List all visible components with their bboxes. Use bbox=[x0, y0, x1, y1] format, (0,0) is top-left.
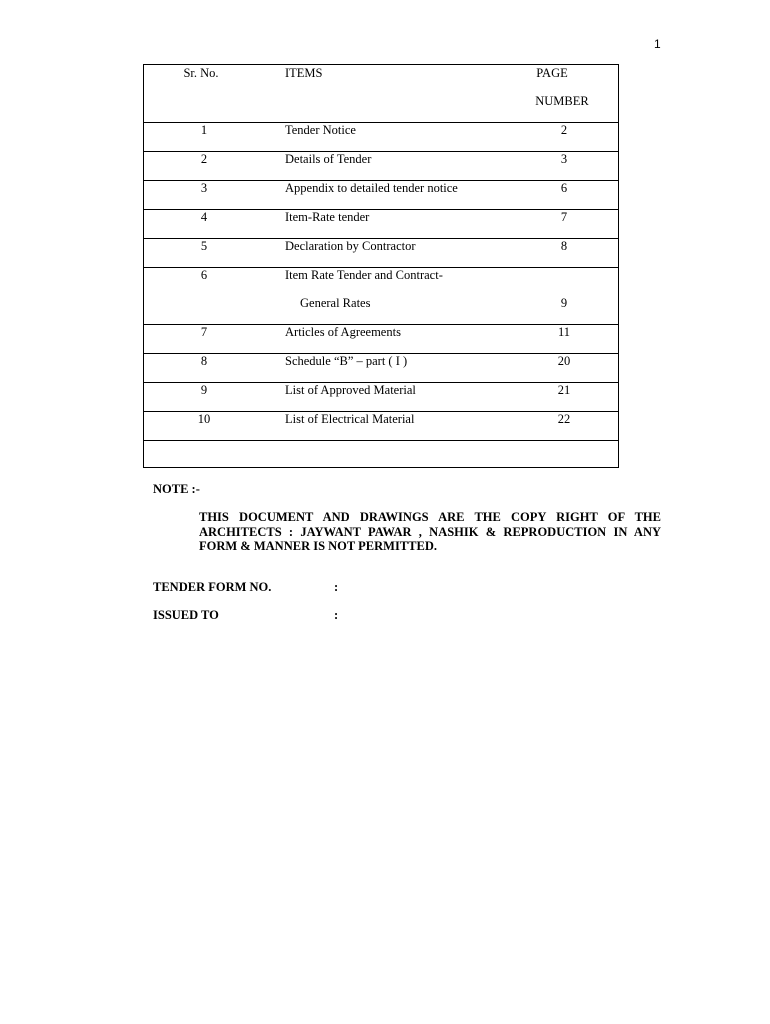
header-number: NUMBER bbox=[535, 94, 589, 108]
row-page: 6 bbox=[560, 181, 568, 195]
row-page: 2 bbox=[560, 123, 568, 137]
table-row bbox=[144, 152, 618, 181]
table-header-row bbox=[144, 65, 618, 123]
table-row bbox=[144, 383, 618, 412]
row-item: Schedule “B” – part ( I ) bbox=[285, 354, 408, 368]
row-page: 20 bbox=[557, 354, 571, 368]
header-page: PAGE bbox=[536, 66, 568, 80]
row-item: Tender Notice bbox=[285, 123, 356, 137]
tender-form-no-colon: : bbox=[334, 580, 339, 594]
row-sr: 9 bbox=[200, 383, 208, 397]
row-sr: 3 bbox=[200, 181, 208, 195]
row-page: 9 bbox=[560, 296, 568, 310]
copyright-note: THIS DOCUMENT AND DRAWINGS ARE THE COPY RIGHT OF THE ARCHITECTS : JAYWANT PAWAR , NASHIK & REPRODUCTION IN ANY FORM & MANNER IS NOT PERMITTED. bbox=[199, 510, 661, 553]
table-row bbox=[144, 325, 618, 354]
contents-table bbox=[143, 64, 619, 468]
row-sr: 8 bbox=[200, 354, 208, 368]
row-item: Declaration by Contractor bbox=[285, 239, 416, 253]
table-row bbox=[144, 123, 618, 152]
note-label: NOTE :- bbox=[153, 482, 200, 496]
row-page: 21 bbox=[557, 383, 571, 397]
issued-to-label: ISSUED TO bbox=[153, 608, 219, 622]
row-item: Item-Rate tender bbox=[285, 210, 370, 224]
table-row bbox=[144, 412, 618, 441]
row-sr: 1 bbox=[200, 123, 208, 137]
table-row bbox=[144, 181, 618, 210]
row-sr: 10 bbox=[197, 412, 211, 426]
row-page: 3 bbox=[560, 152, 568, 166]
row-sr: 6 bbox=[200, 268, 208, 282]
row-item: Details of Tender bbox=[285, 152, 372, 166]
row-sr: 5 bbox=[200, 239, 208, 253]
row-item: List of Approved Material bbox=[285, 383, 416, 397]
tender-form-no-label: TENDER FORM NO. bbox=[153, 580, 272, 594]
row-page: 11 bbox=[557, 325, 571, 339]
table-empty-row bbox=[144, 441, 618, 467]
table-row bbox=[144, 239, 618, 268]
issued-to-colon: : bbox=[334, 608, 339, 622]
row-sr: 7 bbox=[200, 325, 208, 339]
row-item: Articles of Agreements bbox=[285, 325, 401, 339]
row-item: Appendix to detailed tender notice bbox=[285, 181, 458, 195]
row-sr: 4 bbox=[200, 210, 208, 224]
header-items: ITEMS bbox=[285, 66, 323, 80]
table-row bbox=[144, 354, 618, 383]
table-row bbox=[144, 210, 618, 239]
row-page: 22 bbox=[557, 412, 571, 426]
row-page: 7 bbox=[560, 210, 568, 224]
row-item: List of Electrical Material bbox=[285, 412, 415, 426]
page-number: 1 bbox=[654, 37, 661, 51]
row-sr: 2 bbox=[200, 152, 208, 166]
row-page: 8 bbox=[560, 239, 568, 253]
row-item: Item Rate Tender and Contract- bbox=[285, 268, 443, 282]
row-item-continued: General Rates bbox=[300, 296, 371, 310]
header-sr-no: Sr. No. bbox=[183, 66, 219, 80]
table-row bbox=[144, 268, 618, 325]
